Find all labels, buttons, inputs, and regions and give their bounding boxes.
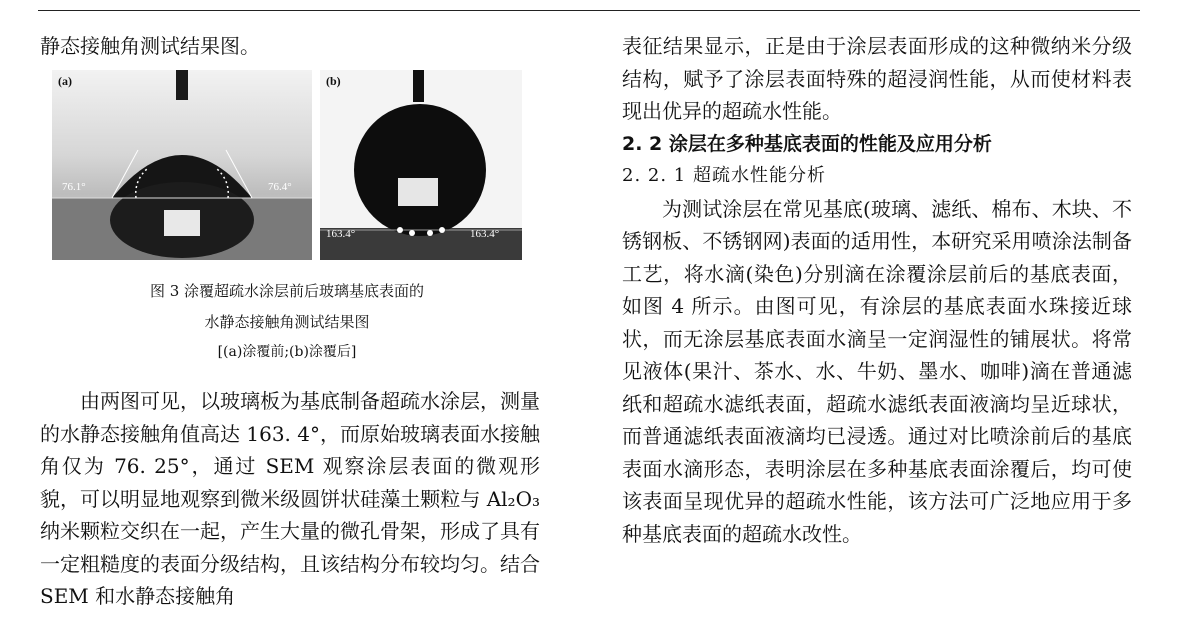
right-column xyxy=(622,30,1132,550)
figure-caption-line1: 图 3 涂覆超疏水涂层前后玻璃基底表面的 xyxy=(149,282,425,300)
paragraph-superhydrophobic-analysis: 为测试涂层在常见基底(玻璃、滤纸、棉布、木块、不锈钢板、不锈钢网)表面的适用性，本研究采用喷涂法制备工艺，将水滴(染色)分别滴在涂覆涂层前后的基底表面，如图 4 所示。由图可见，有涂层的基底表面水珠接近球状，而无涂层基底表面水滴呈一定润湿性的铺展状。将常见液体(果汁、茶水、水、牛奶、墨水、咖啡)滴在普通滤纸和超疏水滤纸表面，超疏水滤纸表面液滴均呈近球状，而普通滤纸表面液滴均已浸透。通过对比喷涂前后的基底表面水滴形态，表明涂层在多种基底表面涂覆后，均可使该表面呈现优异的超疏水性能，该方法可广泛地应用于多种基底表面的超疏水改性。 xyxy=(622,196,1132,546)
contact-angle-photo-before xyxy=(52,70,312,260)
intro-line: 静态接触角测试结果图。 xyxy=(40,34,260,58)
figure-caption-line2: 水静态接触角测试结果图 xyxy=(204,313,370,331)
figure-3 xyxy=(52,70,522,260)
paragraph-results: 由两图可见，以玻璃板为基底制备超疏水涂层，测量的水静态接触角值高达 163. 4°，而原始玻璃表面水接触角仅为 76. 25°，通过 SEM 观察涂层表面的微观形貌，可以明显地观察到微米级圆饼状硅藻土颗粒与 Al₂O₃ 纳米颗粒交织在一起，产生大量的微孔骨架，形成了具有一定粗糙度的表面分级结构，且该结构分布较均匀。结合 SEM 和水静态接触角 xyxy=(40,389,540,608)
figure-panel-b xyxy=(320,70,522,260)
figure-panel-a xyxy=(52,70,312,260)
section-heading-2-2: 2. 2 涂层在多种基底表面的性能及应用分析 xyxy=(622,132,992,155)
angle-b-right: 163.4° xyxy=(470,228,500,240)
paragraph-continuation: 表征结果显示，正是由于涂层表面形成的这种微纳米分级结构，赋予了涂层表面特殊的超浸润性能，从而使材料表现出优异的超疏水性能。 xyxy=(622,34,1132,123)
panel-b-label: (b) xyxy=(326,74,341,88)
header-rule xyxy=(38,10,1140,11)
angle-b-left: 163.4° xyxy=(326,228,356,240)
figure-caption-line3: [(a)涂覆前;(b)涂覆后] xyxy=(217,344,357,360)
angle-a-left: 76.1° xyxy=(62,181,86,193)
panel-a-label: (a) xyxy=(58,74,72,88)
left-column xyxy=(40,30,540,63)
subsection-heading-2-2-1: 2. 2. 1 超疏水性能分析 xyxy=(622,165,826,186)
angle-a-right: 76.4° xyxy=(268,181,292,193)
left-body xyxy=(40,385,540,613)
